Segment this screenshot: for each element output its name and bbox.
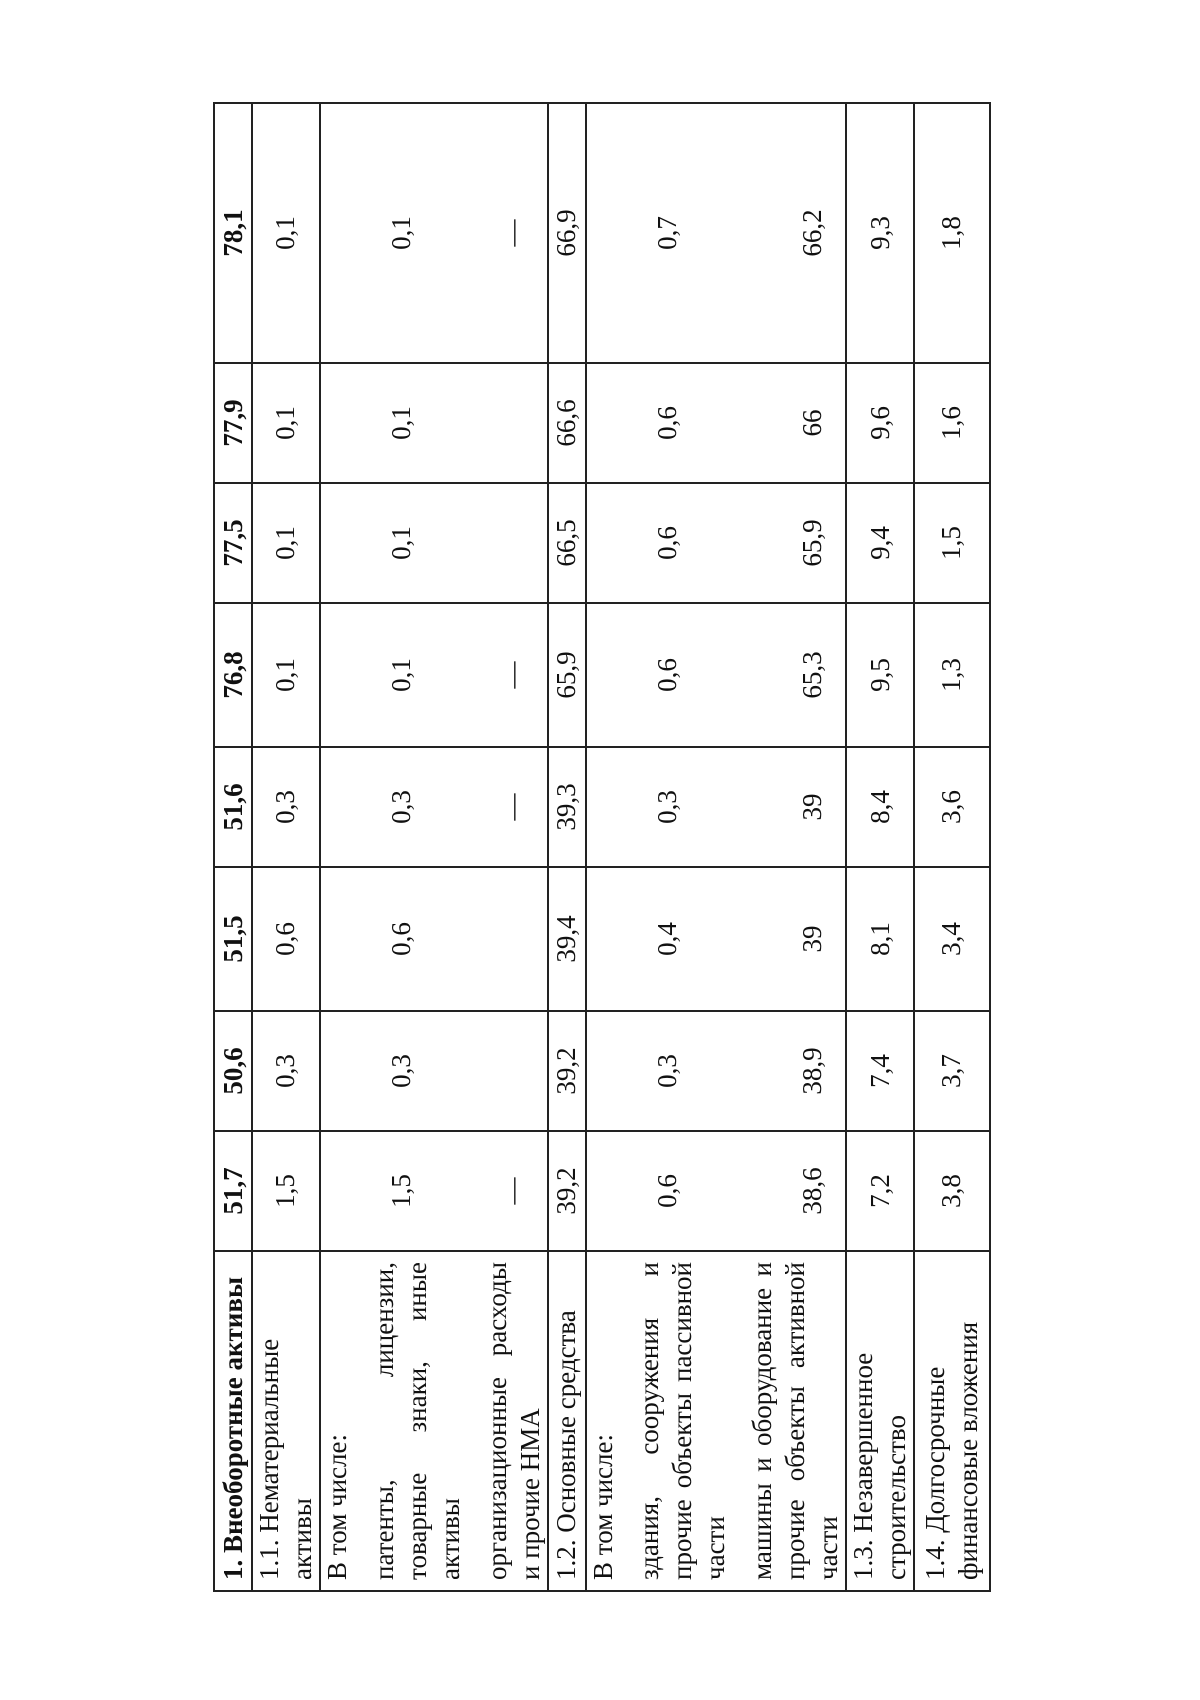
sub-values [651,494,830,592]
value-cell: 9,3 [846,103,914,363]
table-row [914,103,990,1591]
sub-values [651,758,830,856]
value-cell [320,1011,548,1131]
value-cell: 0,1 [252,103,320,363]
sub-values [385,374,529,472]
sub-value: 0,3 [385,1054,416,1088]
value-cell: 39,3 [548,747,586,867]
sub-value: — [496,1177,527,1205]
table-row [214,103,252,1591]
sub-value: 0,3 [651,790,682,824]
sub-value: 38,9 [797,1047,828,1095]
sub-value: 0,1 [385,658,416,692]
sub-value: — [496,219,527,247]
group-label-cell [320,1251,548,1591]
value-cell: 77,9 [214,363,252,483]
value-cell: 78,1 [214,103,252,363]
value-cell [586,103,847,363]
row-label: 1.3. Незавершенное строительство [846,1251,914,1591]
section-heading: 1. Внеоборотные активы [214,1251,252,1591]
sub-values [385,878,529,1000]
table-row [252,103,320,1591]
sub-value: 66,2 [797,209,828,257]
sub-value: — [496,793,527,821]
value-cell: 66,6 [548,363,586,483]
sub-value: 39 [797,793,828,821]
sub-item-label: здания, сооружения и прочие объекты пассивной части [634,1262,731,1580]
group-label: В том числе: [321,1434,352,1580]
sub-values [651,374,830,472]
sub-value: 0,6 [651,406,682,440]
sub-values [385,758,529,856]
value-cell: 1,5 [914,483,990,603]
value-cell: 1,3 [914,603,990,747]
value-cell [586,747,847,867]
sub-value: 0,6 [385,922,416,956]
value-cell [320,1131,548,1251]
value-cell: 0,1 [252,603,320,747]
value-cell: 51,6 [214,747,252,867]
sub-value: 0,6 [651,1174,682,1208]
value-cell: 51,5 [214,867,252,1011]
value-cell: 7,4 [846,1011,914,1131]
value-cell: 9,6 [846,363,914,483]
value-cell: 3,4 [914,867,990,1011]
sub-values [651,878,830,1000]
value-cell: 66,9 [548,103,586,363]
value-cell [320,363,548,483]
value-cell: 8,1 [846,867,914,1011]
value-cell [586,363,847,483]
sub-values [385,1022,529,1120]
table-row [586,103,847,1591]
sub-value: 0,1 [385,526,416,560]
sub-values [385,614,529,736]
value-cell: 3,6 [914,747,990,867]
value-cell: 1,8 [914,103,990,363]
value-cell [586,867,847,1011]
sub-values [385,494,529,592]
sub-item-label: машины и оборудование и прочие объекты активной части [747,1262,844,1580]
table-body [214,103,990,1591]
value-cell [586,1011,847,1131]
sub-values [651,1142,830,1240]
value-cell: 0,1 [252,483,320,603]
table-row [320,103,548,1591]
table-row [846,103,914,1591]
value-cell [586,1131,847,1251]
sub-value: 0,4 [651,922,682,956]
value-cell [320,747,548,867]
table-row [548,103,586,1591]
sub-item-label: организационные расходы и прочие НМА [481,1262,545,1580]
value-cell: 0,3 [252,747,320,867]
row-label: 1.2. Основные средства [548,1251,586,1591]
value-cell: 8,4 [846,747,914,867]
value-cell: 51,7 [214,1131,252,1251]
sub-value: 0,3 [651,1054,682,1088]
value-cell: 0,1 [252,363,320,483]
value-cell [586,483,847,603]
value-cell: 0,6 [252,867,320,1011]
group-label: В том числе: [587,1434,618,1580]
table-wrapper [213,104,983,1592]
value-cell: 39,4 [548,867,586,1011]
sub-item-label: патенты, лицензии, товарные знаки, иные активы [368,1262,465,1580]
sub-values [651,614,830,736]
value-cell: 50,6 [214,1011,252,1131]
sub-value: 66 [797,409,828,437]
sub-value: 65,3 [797,651,828,699]
value-cell: 1,5 [252,1131,320,1251]
value-cell [320,483,548,603]
value-cell: 3,7 [914,1011,990,1131]
sub-value: — [496,661,527,689]
value-cell [320,603,548,747]
value-cell: 65,9 [548,603,586,747]
value-cell: 39,2 [548,1011,586,1131]
sub-values [651,1022,830,1120]
value-cell [586,603,847,747]
value-cell: 76,8 [214,603,252,747]
value-cell: 7,2 [846,1131,914,1251]
value-cell: 77,5 [214,483,252,603]
rotated-page [213,104,983,1592]
sub-values [385,1142,529,1240]
value-cell: 0,3 [252,1011,320,1131]
sub-value: 0,7 [651,216,682,250]
value-cell [320,103,548,363]
group-label-cell [586,1251,847,1591]
sub-value: 65,9 [797,519,828,567]
value-cell: 66,5 [548,483,586,603]
sub-values [385,114,529,352]
sub-value: 38,6 [797,1167,828,1215]
sub-value: 0,1 [385,406,416,440]
value-cell: 9,5 [846,603,914,747]
sub-value: 0,6 [651,526,682,560]
value-cell [320,867,548,1011]
sub-value: 0,1 [385,216,416,250]
value-cell: 3,8 [914,1131,990,1251]
sub-value: 39 [797,925,828,953]
row-label: 1.4. Долгосрочные финансовые вложения [914,1251,990,1591]
row-label: 1.1. Нематериальные активы [252,1251,320,1591]
sub-value: 0,6 [651,658,682,692]
value-cell: 1,6 [914,363,990,483]
sub-value: 0,3 [385,790,416,824]
sub-value: 1,5 [385,1174,416,1208]
sub-values [651,114,830,352]
assets-table [213,102,991,1592]
value-cell: 9,4 [846,483,914,603]
value-cell: 39,2 [548,1131,586,1251]
